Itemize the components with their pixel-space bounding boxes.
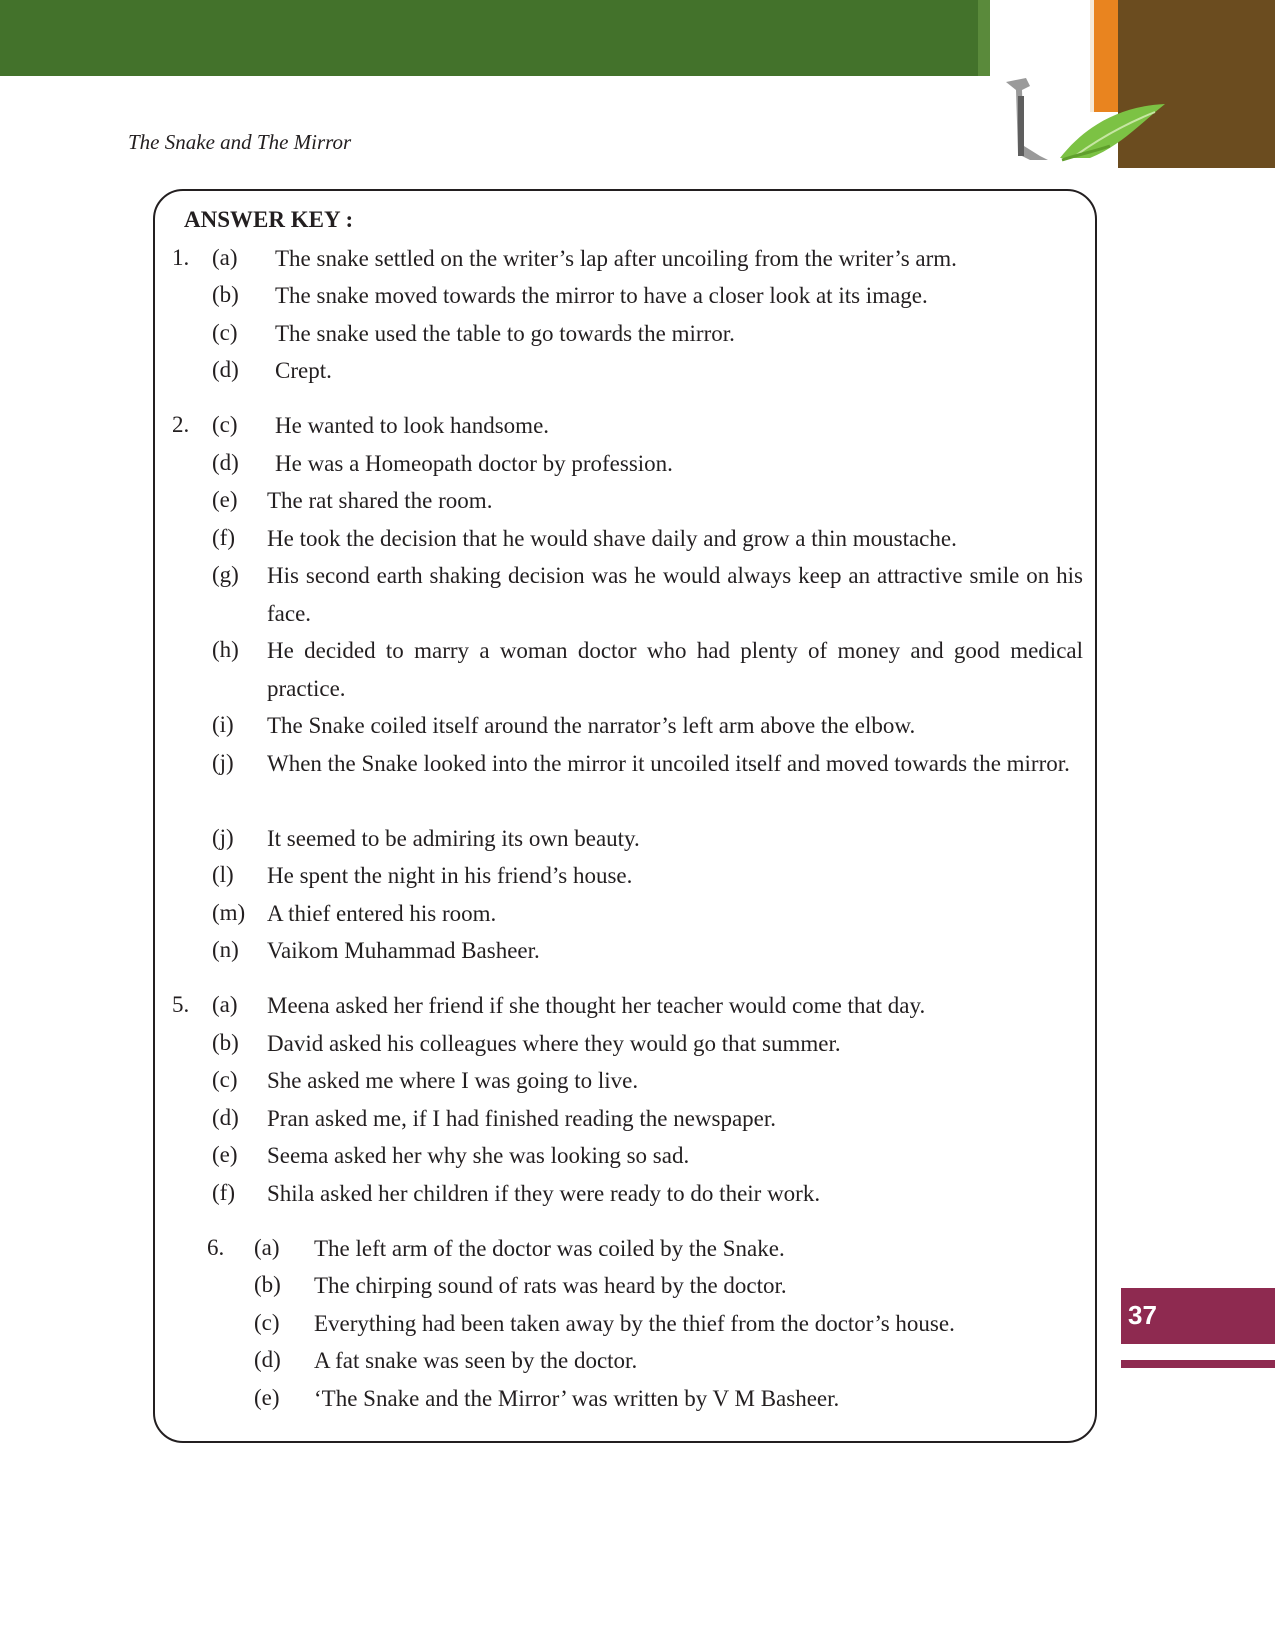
header-green-band [0,0,990,76]
item-label: (h) [212,637,239,662]
answer-key-title: ANSWER KEY : [184,207,354,232]
answer-text: It seemed to be admiring its own beauty. [267,826,640,851]
item-label: (b) [254,1272,281,1297]
item-label: (d) [254,1347,281,1372]
item-label: (d) [212,450,239,475]
answer-text: Seema asked her why she was looking so sad. [267,1143,690,1168]
answer-text: The chirping sound of rats was heard by the doctor. [314,1273,787,1298]
answer-text: The rat shared the room. [267,488,493,513]
item-label: (i) [212,712,234,737]
answer-text: When the Snake looked into the mirror it uncoiled itself and moved towards the mirror. [267,751,1070,776]
answer-text: His second earth shaking decision was he would always keep an attractive smile on his face. [267,563,1083,626]
answer-text: Everything had been taken away by the thief from the doctor’s house. [314,1311,955,1336]
item-label: (j) [212,750,234,775]
answer-text: Shila asked her children if they were ready to do their work. [267,1181,821,1206]
answer-text: He took the decision that he would shave daily and grow a thin moustache. [267,526,957,551]
answer-text: A fat snake was seen by the doctor. [314,1348,638,1373]
item-label: (a) [212,992,238,1017]
question-number: 1. [172,245,190,270]
page-number: 37 [1128,1300,1157,1330]
running-title: The Snake and The Mirror [128,130,352,154]
answer-text: The left arm of the doctor was coiled by the Snake. [314,1236,785,1261]
page-number-rule [1121,1360,1275,1368]
question-number: 6. [207,1235,225,1260]
question-number: 2. [172,412,190,437]
item-label: (c) [212,320,238,345]
item-label: (e) [212,487,238,512]
answer-text: He spent the night in his friend’s house. [267,863,633,888]
answer-text: He decided to marry a woman doctor who had plenty of money and good medical practice. [267,638,1083,701]
answer-text: The snake moved towards the mirror to have a closer look at its image. [275,283,928,308]
answer-text: Meena asked her friend if she thought her teacher would come that day. [267,993,926,1018]
item-label: (n) [212,937,239,962]
item-label: (g) [212,562,239,587]
answer-text: David asked his colleagues where they would go that summer. [267,1031,841,1056]
answer-text: A thief entered his room. [267,901,497,926]
item-label: (a) [254,1235,280,1260]
answer-text: He wanted to look handsome. [275,413,550,438]
item-label: (f) [212,525,235,550]
answer-text: The snake used the table to go towards the mirror. [275,321,735,346]
header-green-band-edge [978,0,990,76]
item-label: (c) [254,1310,280,1335]
question-number: 5. [172,992,190,1017]
plant-decoration-icon [1000,76,1170,176]
item-label: (l) [212,862,234,887]
answer-text: ‘The Snake and the Mirror’ was written by V M Basheer. [314,1386,840,1411]
answer-text: Vaikom Muhammad Basheer. [267,938,540,963]
item-label: (a) [212,245,238,270]
item-label: (e) [254,1385,280,1410]
item-label: (m) [212,900,246,925]
item-label: (f) [212,1180,235,1205]
answer-text: She asked me where I was going to live. [267,1068,639,1093]
answer-text: The Snake coiled itself around the narrator’s left arm above the elbow. [267,713,916,738]
answer-text: Pran asked me, if I had finished reading the newspaper. [267,1106,777,1131]
answer-text: Crept. [275,358,332,383]
item-label: (c) [212,1067,238,1092]
answer-text: He was a Homeopath doctor by profession. [275,451,673,476]
answer-text: The snake settled on the writer’s lap after uncoiling from the writer’s arm. [275,246,957,271]
item-label: (j) [212,825,234,850]
item-label: (d) [212,1105,239,1130]
item-label: (c) [212,412,238,437]
item-label: (e) [212,1142,238,1167]
item-label: (b) [212,282,239,307]
item-label: (d) [212,357,239,382]
item-label: (b) [212,1030,239,1055]
